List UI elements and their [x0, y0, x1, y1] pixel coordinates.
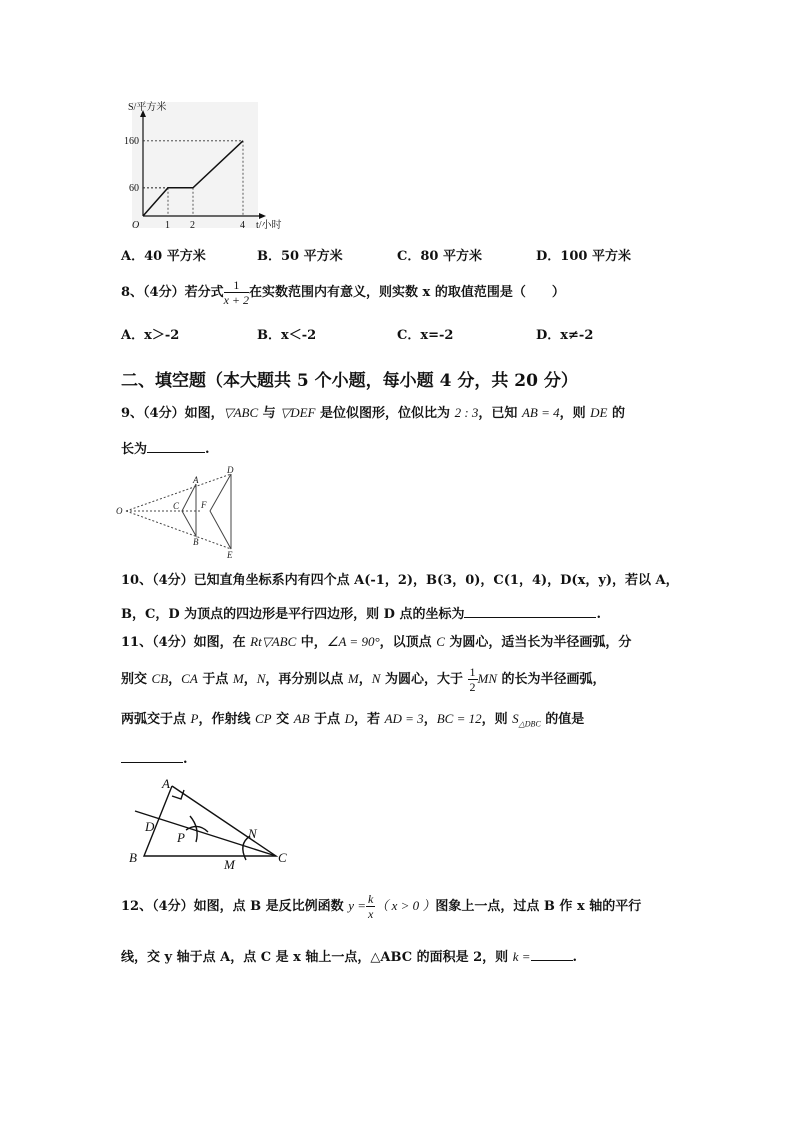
q12-line-2: 线，交 y 轴于点 A，点 C 是 x 轴上一点，△ABC 的面积是 2，则 k = . [121, 946, 577, 967]
right-angle-mark [172, 790, 184, 799]
q8-stem: 8、（4分）若分式 $\frac{1}{x + 2}$ 在实数范围内有意义，则实数 x 的取值范围是（ ） [121, 278, 565, 307]
q7-option-c: C．80 平方米 [397, 249, 482, 264]
q11-line-1: 11、（4分）如图，在 Rt▽ABC 中，∠A = 90°，以顶点 C 为圆心，适当长为半径画弧，分 [121, 634, 632, 650]
q9-line-1: 9、（4分）如图，▽ABC 与 ▽DEF 是位似图形，位似比为 2 : 3，已知 AB = 4，则 DE 的 [121, 405, 625, 421]
section-2-title: 二、填空题（本大题共 5 个小题，每小题 4 分，共 20 分） [121, 371, 578, 391]
y-tick-label: 60 [129, 182, 139, 194]
q11-fraction-half: $\frac{1}{2}$ [469, 665, 476, 694]
q11-line-3: 两弧交于点 P，作射线 CP 交 AB 于点 D，若 AD = 3，BC = 12，则 $S_{\triangle DBC}$ 的值是 [121, 711, 585, 729]
angle-bisector-figure [120, 776, 300, 872]
triangle-abc-rt [144, 786, 276, 856]
q11-line-2: 别交 CB，CA 于点 M，N，再分别以点 M，N 为圆心，大于 $\frac{1}{2}$ MN 的长为半径画弧， [121, 665, 606, 694]
q8-fraction: $\frac{1}{x + 2}$ [223, 278, 250, 307]
label-n-rt: N [248, 826, 257, 841]
q12-line-1: 12、（4分）如图，点 B 是反比例函数 y = $\frac{k}{x}$ （ x > 0 ）图象上一点，过点 B 作 x 轴的平行 [121, 892, 642, 921]
q7-option-d: D．100 平方米 [536, 249, 631, 264]
label-d-rt: D [145, 819, 155, 834]
q10-line-1: 10、（4分）已知直角坐标系内有四个点 A(-1，2)，B(3，0)，C(1，4)，D(x，y)，若以 A， [121, 573, 679, 588]
q8-option-d: D．x≠-2 [536, 328, 594, 343]
label-e: E [227, 550, 233, 560]
x-tick-label: 4 [240, 220, 245, 231]
label-a: A [193, 475, 199, 485]
triangle-def [210, 474, 231, 549]
x-tick-label: 1 [165, 220, 170, 231]
q8-option-c: C．x=-2 [397, 328, 454, 343]
q8-option-b: B．x＜-2 [257, 328, 317, 343]
q10-answer-blank[interactable] [464, 603, 596, 618]
q7-option-b: B．50 平方米 [257, 249, 343, 264]
q10-line-2: B，C，D 为顶点的四边形是平行四边形，则 D 点的坐标为 . [121, 603, 601, 624]
area-time-chart [110, 98, 282, 238]
label-m-rt: M [224, 857, 235, 872]
label-o: O [116, 506, 123, 516]
x-axis-label: t/小时 [256, 220, 282, 231]
q11-line-4: . [121, 748, 188, 769]
q11-answer-blank[interactable] [121, 748, 183, 763]
label-d: D [227, 465, 234, 475]
x-axis-arrow [259, 213, 266, 219]
label-f: F [201, 500, 207, 510]
q7-option-a: A．40 平方米 [121, 249, 206, 264]
chart-background [132, 102, 258, 228]
q9-answer-blank[interactable] [147, 438, 205, 453]
x-tick-label: 2 [190, 220, 195, 231]
label-p-rt: P [177, 830, 185, 845]
y-tick-label: 160 [124, 135, 139, 147]
label-c: C [173, 501, 180, 511]
ray-oe [126, 511, 231, 549]
q9-line-2: 长为 . [121, 438, 210, 459]
label-a-rt: A [162, 776, 170, 791]
label-b-rt: B [129, 850, 137, 865]
q12-answer-blank[interactable] [531, 946, 573, 961]
label-b: B [193, 537, 199, 547]
q12-fraction: $\frac{k}{x}$ [368, 892, 374, 921]
origin-label: O [132, 220, 140, 231]
q8-option-a: A．x＞-2 [121, 328, 180, 343]
y-axis-label: S/平方米 [128, 102, 167, 113]
label-c-rt: C [278, 850, 287, 865]
triangle-abc [182, 484, 196, 536]
homothety-figure [114, 462, 244, 560]
